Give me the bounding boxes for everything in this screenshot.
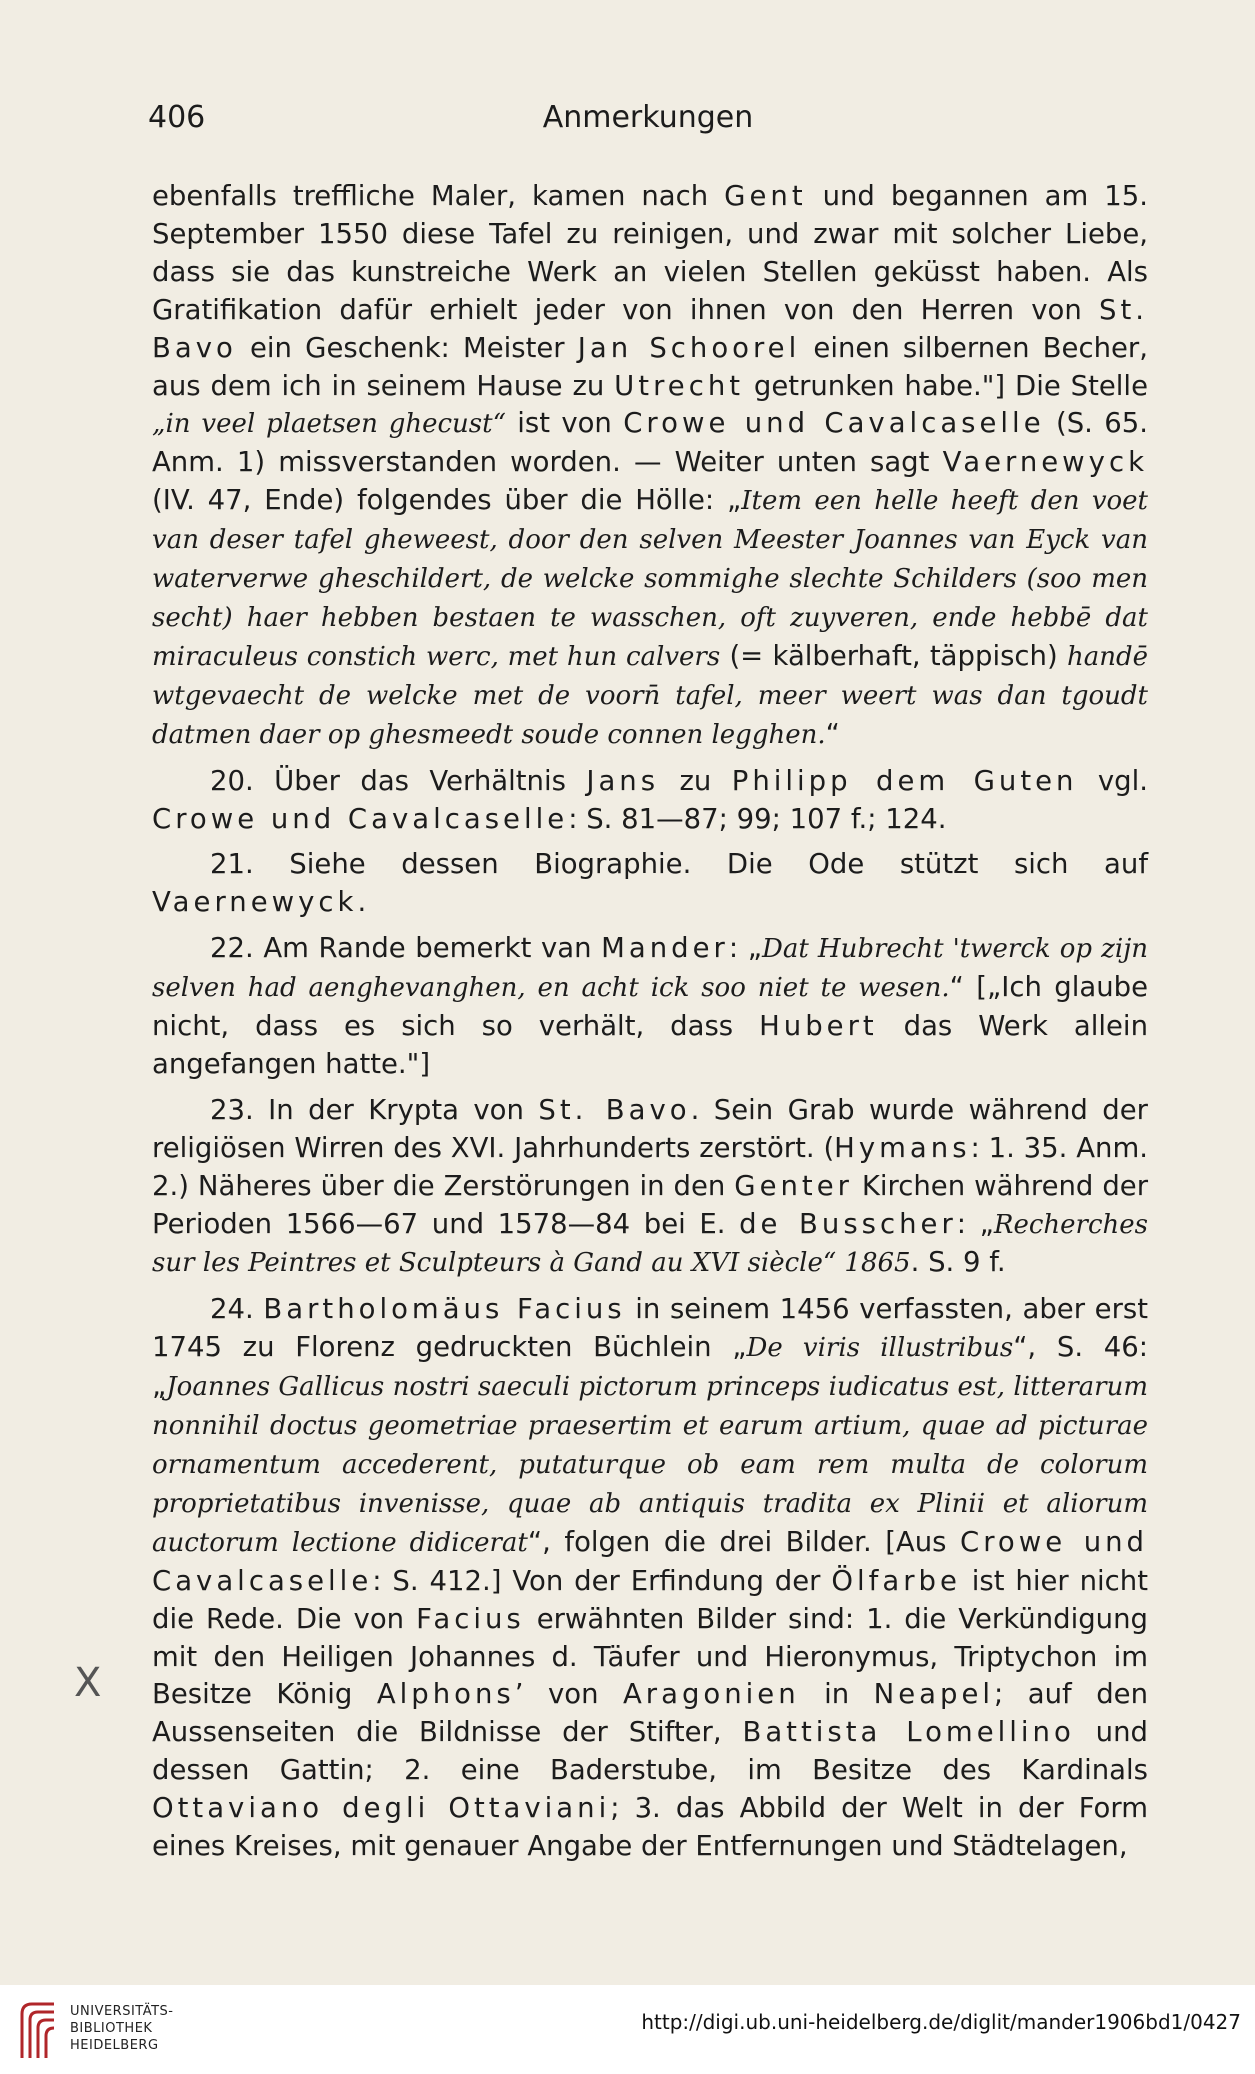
text-run: ist von <box>505 407 624 440</box>
italic-quote: Item een helle heeft den voet van deser tafel gheweest, door den selven Meester Joannes van Eyck van waterverwe gheschildert, de welcke sommighe slechte Schilders (soo men secht) haer hebben bestaen te wasschen, oft zuyveren, ende hebbē dat miraculeus constich werc, met hun calvers <box>152 486 1148 672</box>
spaced-name: Hubert <box>759 1010 878 1043</box>
text-run: “ <box>825 717 840 750</box>
text-run: erwähnten Bilder sind: 1. die Verkündigung mit den Heiligen Johannes d. Täufer und Hieronymus, Triptychon im Besitze König <box>152 1602 1148 1711</box>
note-24 <box>152 1291 1148 1866</box>
text-run: und begannen am 15. September 1550 diese Tafel zu reinigen, und zwar mit solcher Liebe, dass sie das kunstreiche Werk an vielen Stellen geküsst haben. Als Gratifikation dafür erhielt jeder von ihnen von den Herren von <box>152 180 1149 326</box>
logo-line: HEIDELBERG <box>70 2038 159 2053</box>
spaced-name: Crowe und Cavalcaselle <box>152 1525 1149 1597</box>
text-run: vgl. <box>1077 764 1148 797</box>
handwritten-margin-mark: X <box>74 1660 102 1706</box>
spaced-name: Vaernewyck <box>942 446 1148 479</box>
text-run: . <box>357 886 367 919</box>
spaced-name: Genter <box>734 1169 853 1202</box>
italic-quote: handē wtgevaecht de welcke met de voorn̄ tafel, meer weert was dan tgoudt datmen daer op ghesmeedt soude connen legghen. <box>152 641 1148 750</box>
italic-quote: Joannes Gallicus nostri saeculi pictorum princeps iudicatus est, litterarum nonnihil doctus geometriae praesertim et earum artium, quae ad picturae ornamentum accederent, putaturque ob eam rem multa de colorum proprietatibus invenisse, quae ab antiquis tradita ex Plinii et aliorum auctorum lectione didicerat <box>152 1372 1148 1558</box>
spaced-name: Aragonien <box>622 1678 800 1711</box>
spaced-name: Crowe und Cavalcaselle <box>623 407 1045 440</box>
text-run: 22. Am Rande bemerkt van <box>210 932 602 965</box>
text-run: in <box>799 1678 874 1711</box>
spaced-name: Battista Lomellino <box>742 1716 1075 1749</box>
page-number: 406 <box>148 100 206 135</box>
text-run: : 1. 35. Anm. 2.) Näheres über die Zerstörungen in den <box>152 1131 1148 1202</box>
body-text <box>152 178 1148 1874</box>
spaced-name: Alphons <box>376 1678 515 1711</box>
italic-quote: „in veel plaetsen ghecust“ <box>152 409 506 440</box>
text-run: 20. Über das Verhältnis <box>210 764 587 797</box>
logo-line: UNIVERSITÄTS- <box>70 2004 174 2019</box>
text-run: (IV. 47, Ende) folgendes über die Hölle: „ <box>152 484 742 517</box>
italic-quote: Dat Hubrecht 'twerck op zijn selven had aenghevanghen, en acht ick soo niet te wesen. <box>152 934 1149 1004</box>
page-header-title: Anmerkungen <box>542 100 754 135</box>
note-23 <box>152 1092 1148 1284</box>
text-run: (S. 65. Anm. 1) missverstanden worden. — Weiter unten sagt <box>152 407 1148 479</box>
spaced-name: Gent <box>724 180 807 212</box>
logo-line: BIBLIOTHEK <box>70 2021 153 2036</box>
italic-quote: De viris illustribus <box>746 1333 1014 1364</box>
text-run: “, S. 46: „ <box>152 1331 1148 1403</box>
text-run: . S. 9 f. <box>910 1246 1006 1279</box>
text-run: ebenfalls treffliche Maler, kamen nach <box>152 180 725 212</box>
spaced-name: Hymans <box>834 1131 971 1164</box>
spaced-name: de Busscher <box>739 1207 957 1240</box>
spaced-name: Vaernewyck <box>152 886 358 919</box>
spaced-name: Jan Schoorel <box>577 331 801 364</box>
running-head <box>148 100 1148 146</box>
text-run: Kirchen während der Perioden 1566—67 und 1578—84 bei E. <box>152 1169 1148 1240</box>
text-run: : „ <box>956 1207 994 1240</box>
spaced-name: St. Bavo <box>152 293 1148 364</box>
spaced-name: Neapel <box>873 1678 995 1711</box>
spaced-name: Ottaviano degli Ottaviani <box>152 1792 611 1825</box>
spaced-name: Facius <box>416 1602 525 1635</box>
text-run: ein Geschenk: Meister <box>236 331 578 364</box>
text-run: zu <box>659 764 732 797</box>
text-run: ; auf den Aussenseiten die Bildnisse der Stifter, <box>152 1678 1148 1749</box>
note-21 <box>152 846 1148 922</box>
library-logo-text <box>70 2003 174 2054</box>
text-run: 21. Siehe dessen Biographie. Die Ode stützt sich auf <box>210 848 1148 881</box>
text-run: in seinem 1456 verfassten, aber erst 1745 zu Florenz gedruckten Büchlein „ <box>152 1293 1148 1364</box>
library-logo-icon <box>14 2000 60 2060</box>
text-run: : S. 412.] Von der Erfindung der <box>372 1564 832 1597</box>
spaced-name: Bartholomäus Facius <box>263 1293 626 1326</box>
note-22 <box>152 930 1148 1084</box>
text-run: ist hier nicht die Rede. Die von <box>152 1564 1149 1635</box>
text-run: ; 3. das Abbild der Welt in der Form eines Kreises, mit genauer Angabe der Entfernungen und Städtelagen, <box>152 1792 1148 1863</box>
text-run: “, folgen die drei Bilder. [Aus <box>527 1525 961 1558</box>
spaced-name: Jans <box>586 764 660 797</box>
text-run: (= kälberhaft, täppisch) <box>720 639 1067 672</box>
permalink-url[interactable]: http://digi.ub.uni-heidelberg.de/diglit/mander1906bd1/0427 <box>641 2010 1241 2034</box>
spaced-name: Philipp dem Guten <box>731 764 1078 797</box>
text-run: “ [„Ich glaube nicht, dass es sich so verhält, dass <box>152 971 1148 1043</box>
text-run: : S. 81—87; 99; 107 f.; 124. <box>568 802 947 835</box>
text-run: das Werk allein angefangen hatte."] <box>152 1010 1149 1080</box>
paragraph-continuation <box>152 178 1148 755</box>
spaced-name: Mander <box>601 932 729 965</box>
text-run: ’ von <box>514 1678 623 1711</box>
note-20 <box>152 763 1148 839</box>
spaced-name: St. Bavo <box>538 1093 691 1126</box>
text-run: einen silbernen Becher, aus dem ich in seinem Hause zu <box>152 331 1148 402</box>
text-run: 23. In der Krypta von <box>210 1093 539 1126</box>
text-run: 24. <box>210 1293 264 1326</box>
italic-quote: Recherches sur les Peintres et Sculpteurs à Gand au XVI siècle“ 1865 <box>152 1209 1148 1279</box>
text-run: : „ <box>728 932 762 965</box>
text-run: und dessen Gattin; 2. eine Baderstube, im Besitze des Kardinals <box>152 1716 1148 1787</box>
spaced-name: Crowe und Cavalcaselle <box>152 802 569 835</box>
text-run: . Sein Grab wurde während der religiösen Wirren des XVI. Jahrhunderts zerstört. ( <box>152 1093 1148 1164</box>
spaced-name: Ölfarbe <box>831 1564 961 1597</box>
text-run: getrunken habe."] Die Stelle <box>744 369 1148 402</box>
spaced-name: Utrecht <box>614 369 745 402</box>
